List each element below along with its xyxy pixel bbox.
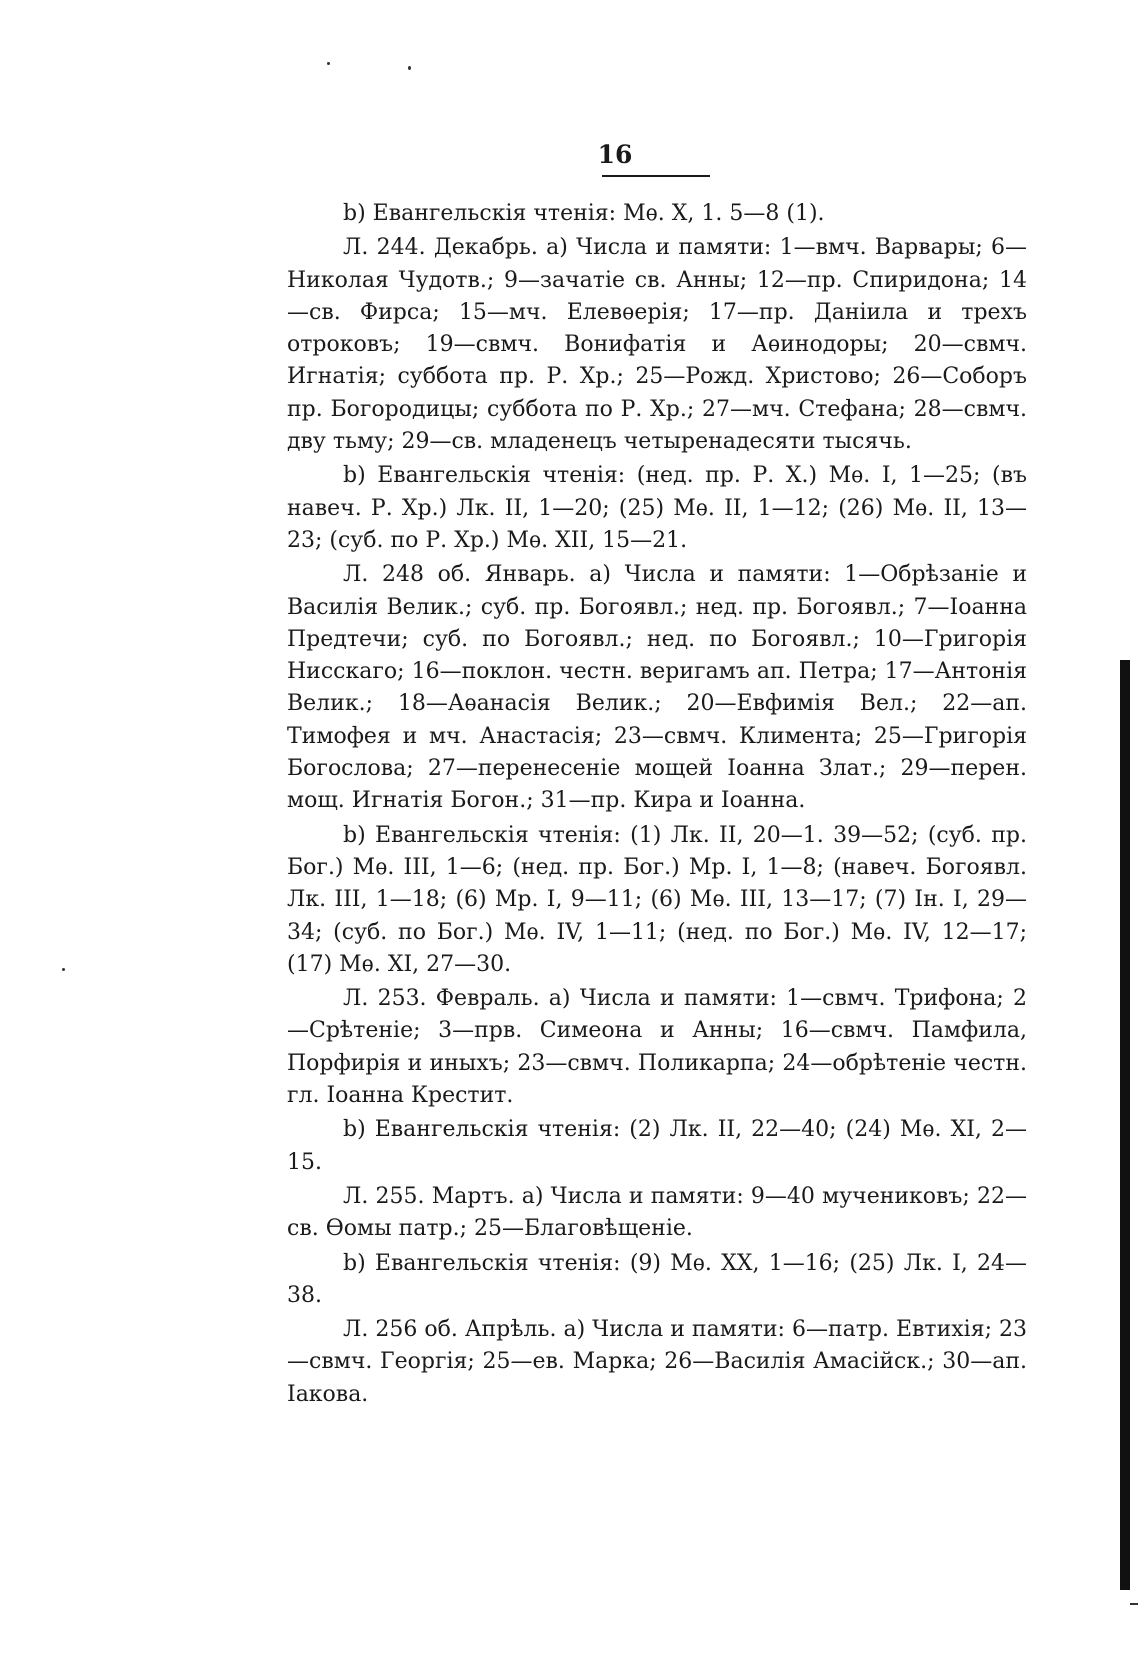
scan-speck	[327, 62, 330, 65]
scan-speck	[1130, 1603, 1138, 1605]
paragraph-march-gospel: b) Евангельскія чтенія: (9) Мѳ. XX, 1—16; (25) Лк. I, 24—38.	[287, 1250, 1027, 1308]
scan-edge-shadow	[1120, 660, 1130, 1590]
paragraph-january-gospel: b) Евангельскія чтенія: (1) Лк. II, 20—1. 39—52; (суб. пр. Бог.) Мѳ. III, 1—6; (нед. пр. Бог.) Мр. I, 1—8; (навеч. Богоявл. Лк. III, 1—18; (6) Мр. I, 9—11; (6) Мѳ. III, 13—17; (7) Ін. I, 29—34; (суб. по Бог.) Мѳ. IV, 1—11; (нед. по Бог.) Мѳ. IV, 12—17; (17) Мѳ. XI, 27—30.	[287, 822, 1027, 977]
paragraph-november-gospel: b) Евангельскія чтенія: Мѳ. X, 1. 5—8 (1).	[343, 201, 825, 226]
paragraph-january-feasts: Л. 248 об. Январь. а) Числа и памяти: 1—Обрѣзаніе и Василія Велик.; суб. пр. Богоявл.; нед. пр. Богоявл.; 7—Іоанна Предтечи; суб. по Богоявл.; нед. по Богоявл.; 10—Григорія Нисскаго; 16—поклон. честн. веригамъ ап. Петра; 17—Антонія Велик.; 18—Аѳанасія Велик.; 20—Евфимія Вел.; 22—ап. Тимофея и мч. Анастасія; 23—свмч. Климента; 25—Григорія Богослова; 27—перенесеніе мощей Іоанна Злат.; 29—перен. мощ. Игнатія Богон.; 31—пр. Кира и Іоанна.	[287, 562, 1027, 814]
scan-speck	[408, 66, 411, 70]
page-body	[287, 198, 1027, 1413]
paragraph-december-gospel: b) Евангельскія чтенія: (нед. пр. Р. Х.) Мѳ. I, 1—25; (въ навеч. Р. Хр.) Лк. II, 1—20; (25) Мѳ. II, 1—12; (26) Мѳ. II, 13—23; (суб. по Р. Хр.) Мѳ. XII, 15—21.	[287, 463, 1027, 553]
paragraph-february-gospel: b) Евангельскія чтенія: (2) Лк. II, 22—40; (24) Мѳ. XI, 2—15.	[287, 1117, 1027, 1175]
scan-speck	[62, 968, 65, 971]
paragraph-march-feasts: Л. 255. Мартъ. а) Числа и памяти: 9—40 мучениковъ; 22—св. Ѳомы патр.; 25—Благовѣщеніе.	[287, 1183, 1027, 1242]
paragraph-december-feasts: Л. 244. Декабрь. а) Числа и памяти: 1—вмч. Варвары; 6—Николая Чудотв.; 9—зачатіе св. Анны; 12—пр. Спиридона; 14—св. Фирса; 15—мч. Елевѳерія; 17—пр. Даніила и трехъ отроковъ; 19—свмч. Вонифатія и Аѳинодоры; 20—свмч. Игнатія; суббота пр. Р. Хр.; 25—Рожд. Христово; 26—Соборъ пр. Богородицы; суббота по Р. Хр.; 27—мч. Стефана; 28—свмч. дву тьму; 29—св. младенецъ четыренадесяти тысячь.	[287, 235, 1027, 455]
page-number-rule	[602, 175, 710, 177]
paragraph-february-feasts: Л. 253. Февраль. а) Числа и памяти: 1—свмч. Трифона; 2—Срѣтеніе; 3—прв. Симеона и Анны; 16—свмч. Памфила, Порфирія и иныхъ; 23—свмч. Поликарпа; 24—обрѣтеніе честн. гл. Іоанна Крестит.	[287, 986, 1027, 1109]
paragraph-april-feasts: Л. 256 об. Апрѣль. а) Числа и памяти: 6—патр. Евтихія; 23—свмч. Георгія; 25—ев. Марка; 26—Василія Амасійск.; 30—ап. Іакова.	[287, 1317, 1027, 1407]
page-number: 16	[597, 140, 633, 169]
